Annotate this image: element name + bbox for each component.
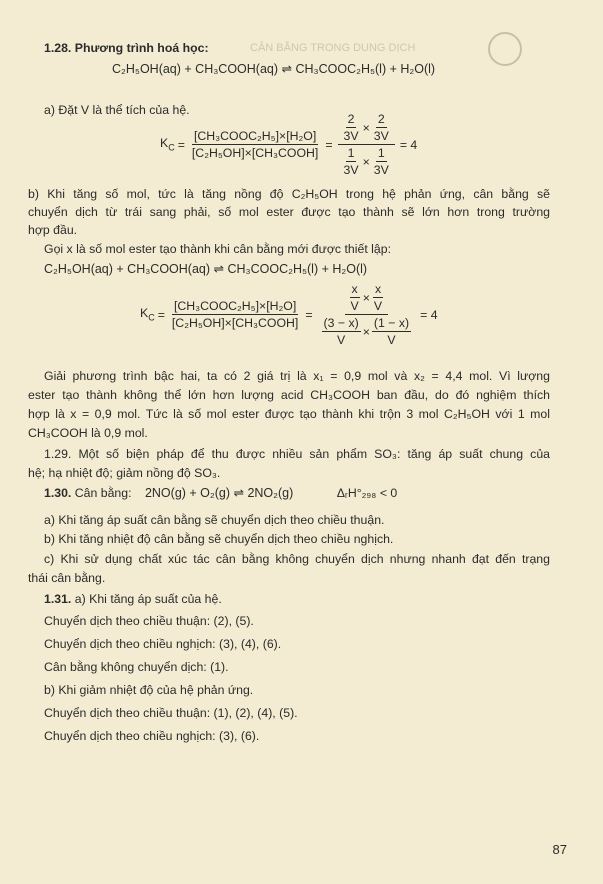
kc-expression-1 <box>160 112 417 177</box>
equals-sign: = <box>177 137 185 152</box>
kc-concentration-fraction: $\frac{\text{[CH₃COOC₂H₅]×[H₂O]}}{\text{[C₂H₅OH]×[CH₃COOH]}}$ <box>191 129 319 160</box>
problem-1-31-part-a: a) Khi tăng áp suất của hệ. <box>74 592 222 606</box>
problem-title: 1.31. <box>44 592 72 606</box>
problem-1-31-line-4: b) Khi giảm nhiệt độ của hệ phản ứng. <box>44 683 254 697</box>
bleed-through-text: CÂN BẰNG TRONG DUNG DỊCH <box>250 42 416 54</box>
problem-1-30-line-b: b) Khi tăng nhiệt độ cân bằng sẽ chuyển dịch theo chiều nghịch. <box>44 532 394 546</box>
kc-value-fraction: $\frac{2}{3V}$ × $\frac{2}{3V}$ $\frac{1}{3V}$ × $\frac{1}{3V}$ <box>338 112 395 177</box>
kc-value-fraction: $\frac{x}{V}$ × $\frac{x}{V}$ $\frac{(3 - x)}{V}$ × $\frac{(1 - x)}{V}$ <box>323 282 410 347</box>
problem-1-30-line-c2: thái cân bằng. <box>28 571 106 585</box>
solution-line-4: CH₃COOH là 0,9 mol. <box>28 426 148 440</box>
bleed-through-stamp <box>488 32 522 66</box>
part-b-line-1: b) Khi tăng số mol, tức là tăng nồng độ C₂H₅OH trong hệ phản ứng, cân bằng sẽ <box>28 187 550 201</box>
equals-sign: = <box>325 137 333 152</box>
solution-line-1: Giải phương trình bậc hai, ta có 2 giá trị là x₁ = 0,9 mol và x₂ = 4,4 mol. Vì lượng <box>44 369 550 383</box>
problem-1-31-line-3: Cân bằng không chuyển dịch: (1). <box>44 660 229 674</box>
part-b-line-4: Gọi x là số mol ester tạo thành khi cân bằng mới được thiết lập: <box>44 242 391 256</box>
problem-1-30-line-a: a) Khi tăng áp suất cân bằng sẽ chuyển dịch theo chiều thuận. <box>44 513 385 527</box>
problem-1-31-header <box>44 591 222 607</box>
problem-title: 1.30. <box>44 486 72 500</box>
problem-1-30-line-c: c) Khi sử dụng chất xúc tác cân bằng không chuyển dịch nhưng nhanh đạt đến trạng <box>44 552 550 566</box>
enthalpy-condition: ΔᵣH°₂₉₈ < 0 <box>336 486 398 500</box>
part-a-intro: a) Đặt V là thể tích của hệ. <box>44 103 190 117</box>
problem-1-28-title <box>44 40 209 56</box>
problem-1-30-header <box>44 485 397 501</box>
problem-title: 1.28. Phương trình hoá học: <box>44 41 209 55</box>
equals-sign: = <box>305 307 313 322</box>
problem-1-31-line-5: Chuyển dịch theo chiều thuận: (1), (2), (4), (5). <box>44 706 298 720</box>
problem-1-31-line-2: Chuyển dịch theo chiều nghịch: (3), (4), (6). <box>44 637 282 651</box>
kc-result: = 4 <box>399 137 418 152</box>
solution-line-3: hợp là x = 0,9 mol. Tức là số mol ester được tạo thành khi trộn 3 mol C₂H₅OH với 1 mol <box>28 407 550 421</box>
equals-sign: = <box>157 307 165 322</box>
problem-1-31-line-1: Chuyển dịch theo chiều thuận: (2), (5). <box>44 614 254 628</box>
equation-1: C₂H₅OH(aq) + CH₃COOH(aq) ⇌ CH₃COOC₂H₅(l) + H₂O(l) <box>112 62 436 76</box>
equation-2: C₂H₅OH(aq) + CH₃COOH(aq) ⇌ CH₃COOC₂H₅(l) + H₂O(l) <box>44 262 368 276</box>
kc-symbol: $K_C$ <box>160 136 175 153</box>
page-number: 87 <box>552 842 567 857</box>
kc-concentration-fraction: $\frac{\text{[CH₃COOC₂H₅]×[H₂O]}}{\text{[C₂H₅OH]×[CH₃COOH]}}$ <box>171 299 299 330</box>
problem-1-29-line-1: 1.29. Một số biện pháp để thu được nhiều sản phẩm SO₃: tăng áp suất chung của <box>44 447 550 461</box>
kc-symbol: $K_C$ <box>140 306 155 323</box>
equilibrium-equation: 2NO(g) + O₂(g) ⇌ 2NO₂(g) <box>144 486 294 500</box>
problem-1-31-line-6: Chuyển dịch theo chiều nghịch: (3), (6). <box>44 729 260 743</box>
equilibrium-label: Cân bằng: <box>74 486 132 500</box>
part-b-line-3: hợp đầu. <box>28 223 78 237</box>
kc-result: = 4 <box>420 307 438 322</box>
solution-line-2: ester tạo thành không thể lớn hơn lượng acid CH₃COOH ban đầu, do đó nghiệm thích <box>28 388 550 402</box>
part-b-line-2: chuyển dịch từ trái sang phải, số mol ester được tạo thành sẽ lớn hơn trong trường <box>28 205 550 219</box>
problem-1-29-line-2: hệ; hạ nhiệt độ; giảm nồng độ SO₃. <box>28 466 221 480</box>
kc-expression-2 <box>140 282 438 347</box>
